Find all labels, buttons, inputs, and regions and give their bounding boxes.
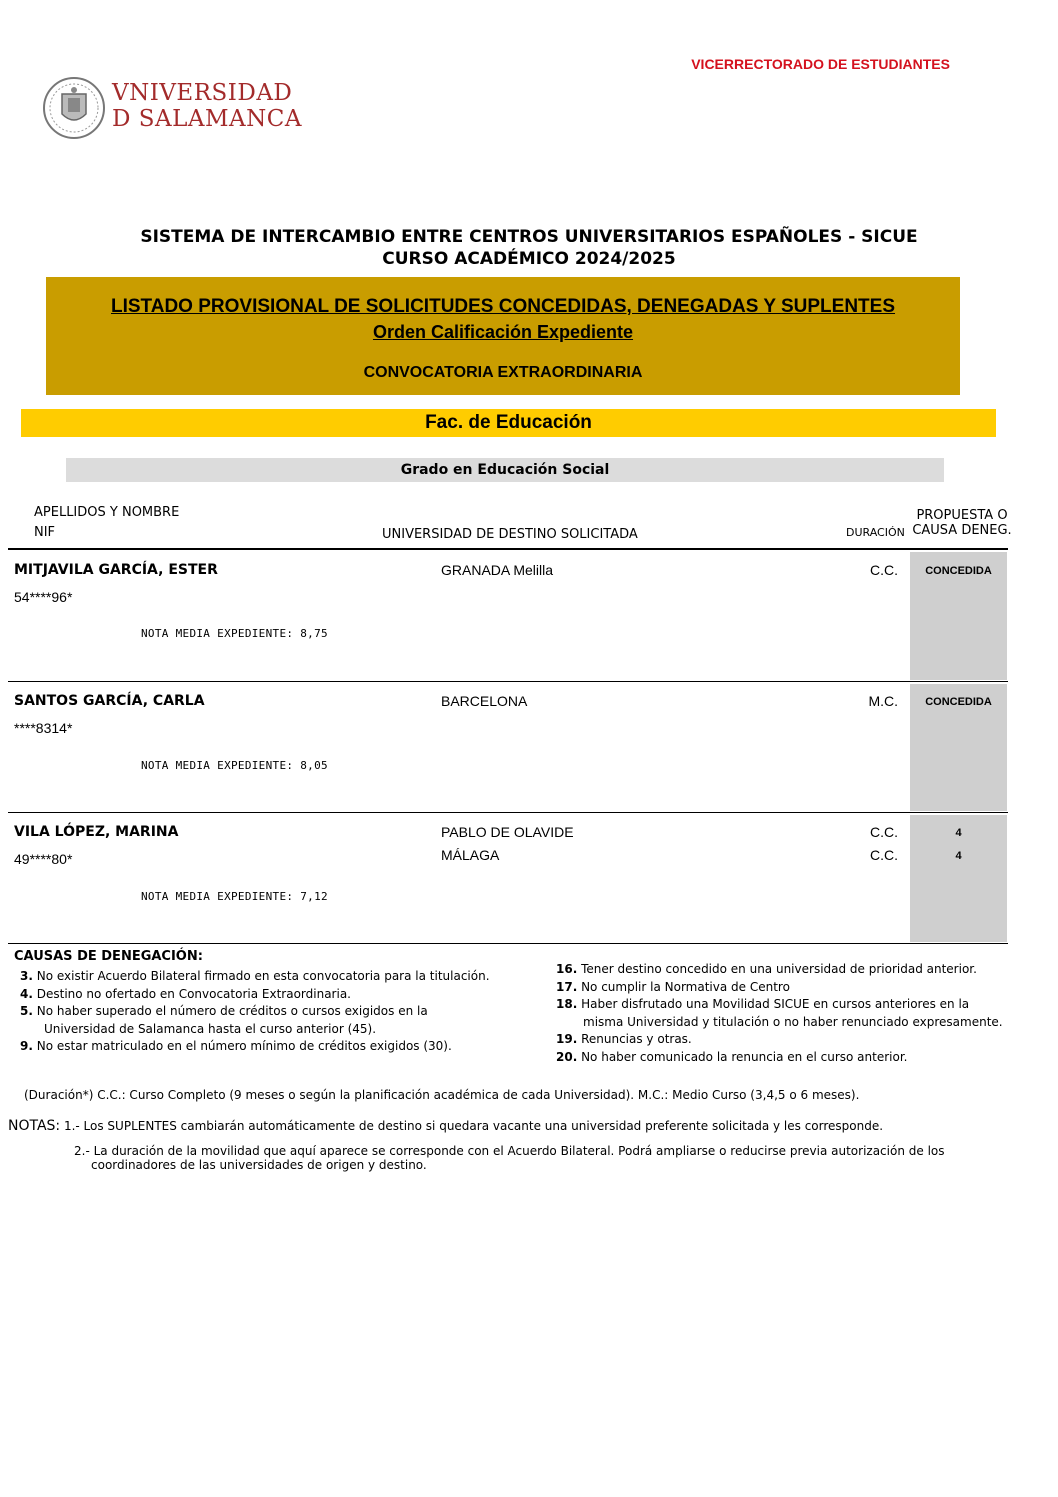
note-2-line1: 2.- La duración de la movilidad que aquí aparece se corresponde con el Acuerdo Bilateral. Podrá ampliarse o reducirse previa autorización de los (74, 1144, 945, 1158)
student-nota (141, 759, 328, 772)
student-nota (141, 627, 328, 640)
nota-value: 8,75 (300, 627, 328, 640)
nota-value: 8,05 (300, 759, 328, 772)
row-divider (8, 943, 1008, 944)
result: CONCEDIDA (925, 565, 992, 577)
banner-line1: LISTADO PROVISIONAL DE SOLICITUDES CONCEDIDAS, DENEGADAS Y SUPLENTES (110, 296, 896, 317)
student-nif: ****8314* (14, 720, 73, 736)
cause-item: 19. Renuncias y otras. (556, 1032, 692, 1046)
cause-item: 3. No existir Acuerdo Bilateral firmado en esta convocatoria para la titulación. (20, 969, 490, 983)
student-nota (141, 890, 328, 903)
col-header-result-line2: CAUSA DENEG. (912, 523, 1012, 538)
col-header-result (912, 508, 1012, 538)
destination: BARCELONA (441, 693, 528, 709)
cause-item: 18. Haber disfrutado una Movilidad SICUE en cursos anteriores en la (556, 997, 970, 1011)
col-header-nif: NIF (34, 525, 56, 540)
nota-label: NOTA MEDIA EXPEDIENTE: (141, 890, 294, 903)
row-divider (8, 681, 1008, 682)
result: 4 (955, 827, 962, 839)
note-2-line2: coordinadores de las universidades de origen y destino. (91, 1158, 427, 1172)
duration: C.C. (870, 562, 898, 578)
cause-item: 4. Destino no ofertado en Convocatoria Extraordinaria. (20, 986, 351, 1001)
duration-note: (Duración*) C.C.: Curso Completo (9 meses o según la planificación académica de cada Universidad). M.C.: Medio Curso (3,4,5 o 6 meses). (24, 1088, 860, 1102)
title-line1: SISTEMA DE INTERCAMBIO ENTRE CENTROS UNIVERSITARIOS ESPAÑOLES - SICUE (140, 227, 918, 247)
nota-value: 7,12 (300, 890, 328, 903)
student-name: VILA LÓPEZ, MARINA (14, 824, 179, 840)
cause-item: 5. No haber superado el número de créditos o cursos exigidos en la (20, 1004, 428, 1018)
destination: PABLO DE OLAVIDE (441, 824, 574, 840)
row-divider (8, 812, 1008, 813)
result: CONCEDIDA (925, 696, 992, 708)
cause-item: 9. No estar matriculado en el número mínimo de créditos exigidos (30). (20, 1039, 452, 1053)
university-line2: D SALAMANCA (112, 106, 302, 132)
duration: C.C. (870, 847, 898, 863)
degree-bar: Grado en Educación Social (66, 458, 944, 482)
cause-item: 16. Tener destino concedido en una universidad de prioridad anterior. (556, 962, 977, 976)
banner-line2: Orden Calificación Expediente (372, 322, 634, 342)
vicerrectorado-label: VICERRECTORADO DE ESTUDIANTES (691, 56, 950, 72)
cause-item: Universidad de Salamanca hasta el curso anterior (45). (44, 1021, 377, 1036)
student-name: MITJAVILA GARCÍA, ESTER (14, 562, 218, 578)
university-seal-icon (42, 76, 106, 140)
duration: C.C. (870, 824, 898, 840)
destination: GRANADA Melilla (441, 562, 554, 578)
col-header-destination: UNIVERSIDAD DE DESTINO SOLICITADA (382, 527, 638, 542)
destination: MÁLAGA (441, 847, 500, 863)
header-rule (8, 548, 1008, 550)
title-line2: CURSO ACADÉMICO 2024/2025 (382, 249, 676, 269)
duration: M.C. (868, 693, 898, 709)
col-header-result-line1: PROPUESTA O (916, 508, 1008, 523)
causes-left (20, 968, 520, 1056)
page-title (0, 226, 1058, 270)
nota-label: NOTA MEDIA EXPEDIENTE: (141, 627, 294, 640)
col-header-name: APELLIDOS Y NOMBRE (34, 505, 180, 520)
student-nif: 49****80* (14, 851, 73, 867)
faculty-bar: Fac. de Educación (21, 409, 996, 437)
causes-title: CAUSAS DE DENEGACIÓN: (14, 949, 203, 964)
student-nif: 54****96* (14, 589, 73, 605)
university-line1: VNIVERSIDAD (112, 80, 293, 106)
result: 4 (955, 850, 962, 862)
listing-banner (46, 277, 960, 395)
note-2 (74, 1144, 1044, 1172)
note-1-text: 1.- Los SUPLENTES cambiarán automáticamente de destino si quedara vacante una universidad preferente solicitada y les corresponde. (60, 1119, 884, 1133)
notas-label: NOTAS: (8, 1118, 61, 1134)
university-logo-text (112, 80, 302, 132)
student-name: SANTOS GARCÍA, CARLA (14, 693, 205, 709)
cause-item: 20. No haber comunicado la renuncia en el curso anterior. (556, 1049, 908, 1064)
note-1 (8, 1118, 1048, 1134)
banner-line3: CONVOCATORIA EXTRAORDINARIA (363, 364, 643, 381)
cause-item: misma Universidad y titulación o no haber renunciado expresamente. (583, 1014, 1003, 1029)
nota-label: NOTA MEDIA EXPEDIENTE: (141, 759, 294, 772)
causes-right (556, 961, 1026, 1066)
cause-item: 17. No cumplir la Normativa de Centro (556, 979, 790, 994)
col-header-duration: DURACIÓN (846, 526, 905, 539)
